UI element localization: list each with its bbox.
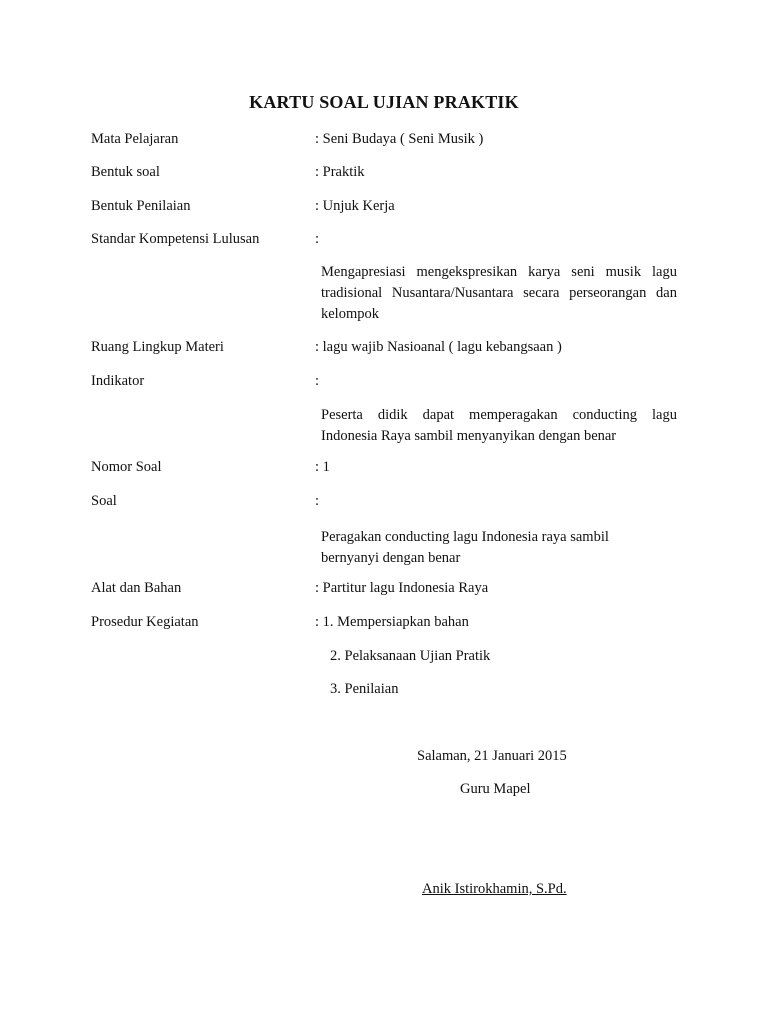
value-bentuk-soal: : Praktik [315,164,365,180]
label-indikator: Indikator [91,373,145,389]
label-soal: Soal [91,493,117,509]
value-soal: : [315,493,320,509]
label-bentuk-penilaian: Bentuk Penilaian [91,198,191,214]
signature-place-date: Salaman, 21 Januari 2015 [417,748,567,764]
prosedur-step-2: 2. Pelaksanaan Ujian Pratik [330,648,491,664]
document-title: KARTU SOAL UJIAN PRAKTIK [249,92,519,112]
value-standar-kompetensi: : [315,231,320,247]
value-ruang-lingkup: : lagu wajib Nasioanal ( lagu kebangsaan ) [315,339,562,355]
value-indikator: : [315,373,320,389]
value-prosedur: : 1. Mempersiapkan bahan [315,614,469,630]
value-bentuk-penilaian: : Unjuk Kerja [315,198,395,214]
prosedur-step-3: 3. Penilaian [330,681,399,697]
label-standar-kompetensi: Standar Kompetensi Lulusan [91,231,260,247]
value-alat-bahan: : Partitur lagu Indonesia Raya [315,580,489,596]
value-mata-pelajaran: : Seni Budaya ( Seni Musik ) [315,131,484,147]
soal-text: Peragakan conducting lagu Indonesia raya sambil bernyanyi dengan benar [321,529,609,566]
signature-name: Anik Istirokhamin, S.Pd. [422,881,567,897]
signature-role: Guru Mapel [460,781,531,797]
label-mata-pelajaran: Mata Pelajaran [91,131,179,147]
value-nomor-soal: : 1 [315,459,330,475]
label-prosedur: Prosedur Kegiatan [91,614,199,630]
label-bentuk-soal: Bentuk soal [91,164,160,180]
label-nomor-soal: Nomor Soal [91,459,162,475]
standar-kompetensi-text: Mengapresiasi mengekspresikan karya seni musik lagu tradisional Nusantara/Nusantara secara perseorangan dan kelompok [321,264,677,322]
label-alat-bahan: Alat dan Bahan [91,580,182,596]
indikator-text: Peserta didik dapat memperagakan conducting lagu Indonesia Raya sambil menyanyikan dengan benar [321,407,677,444]
label-ruang-lingkup: Ruang Lingkup Materi [91,339,224,355]
